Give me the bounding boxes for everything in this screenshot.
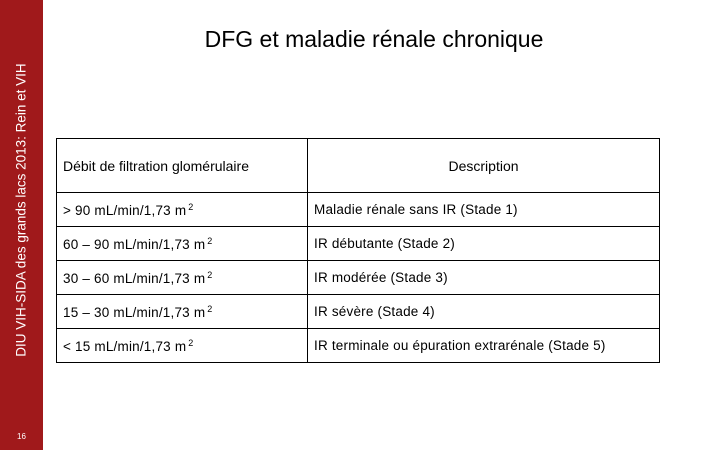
sidebar-band [0,0,43,450]
stage-description: IR modérée (Stade 3) [308,261,660,295]
table-row [57,261,660,295]
stage-description: IR terminale ou épuration extrarénale (Stade 5) [308,329,660,363]
table-row [57,329,660,363]
unit-exponent: 2 [207,303,213,314]
unit-exponent: 2 [188,201,194,212]
gfr-range: > 90 mL/min/1,73 m [63,202,187,218]
unit-exponent: 2 [207,235,213,246]
page-number: 16 [17,432,26,441]
table-row [57,295,660,329]
gfr-range-cell [57,329,308,363]
slide-title: DFG et maladie rénale chronique [204,26,544,52]
sidebar-course-title: DIU VIH-SIDA des grands lacs 2013: Rein et VIH [13,63,29,357]
gfr-range-cell [57,295,308,329]
gfr-range: 15 – 30 mL/min/1,73 m [63,304,206,320]
gfr-stage-table [56,138,660,363]
gfr-range-cell [57,193,308,227]
gfr-range: 30 – 60 mL/min/1,73 m [63,270,206,286]
unit-exponent: 2 [188,337,194,348]
stage-description: IR débutante (Stade 2) [308,227,660,261]
gfr-range: < 15 mL/min/1,73 m [63,338,187,354]
stage-description: Maladie rénale sans IR (Stade 1) [308,193,660,227]
table-row [57,227,660,261]
header-description: Description [308,139,660,193]
stage-description: IR sévère (Stade 4) [308,295,660,329]
gfr-range-cell [57,227,308,261]
unit-exponent: 2 [207,269,213,280]
gfr-range: 60 – 90 mL/min/1,73 m [63,236,206,252]
table-row [57,193,660,227]
gfr-range-cell [57,261,308,295]
header-gfr: Débit de filtration glomérulaire [57,139,308,193]
table-header-row [57,139,660,193]
